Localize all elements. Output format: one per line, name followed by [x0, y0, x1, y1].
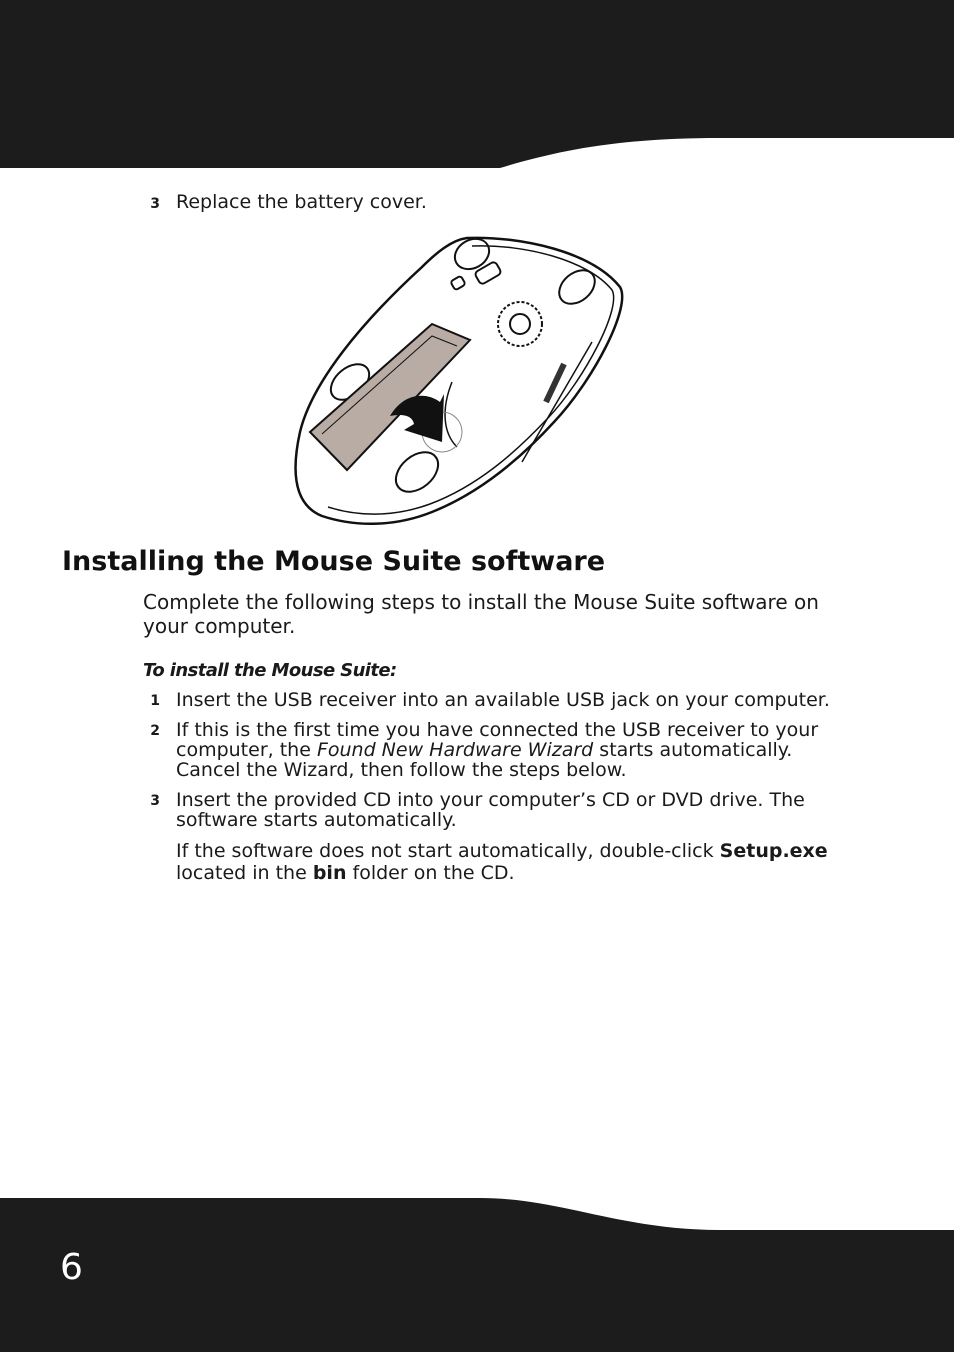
header-band — [0, 0, 954, 170]
section-title: Installing the Mouse Suite software — [62, 546, 606, 577]
step-number: 1 — [150, 693, 160, 709]
step-text: Insert the provided CD into your computer’s CD or DVD drive. The software starts automatically. — [176, 789, 805, 831]
step-number: 3 — [150, 793, 160, 809]
section-intro: Complete the following steps to install the Mouse Suite software on your computer. — [143, 590, 819, 638]
page-number: 6 — [60, 1247, 83, 1288]
step-number: 2 — [150, 723, 160, 739]
mouse-battery-cover-illustration — [292, 232, 628, 528]
step-text: Insert the USB receiver into an available USB jack on your computer. — [176, 689, 830, 711]
wizard-name: Found New Hardware Wizard — [316, 739, 594, 761]
footer-band — [0, 1196, 954, 1352]
procedure-title: To install the Mouse Suite: — [143, 660, 397, 681]
step-number: 3 — [150, 196, 160, 212]
file-name: Setup.exe — [719, 840, 828, 862]
folder-name: bin — [312, 862, 347, 884]
step-text: Replace the battery cover. — [176, 191, 427, 213]
step-text: If this is the first time you have connected the USB receiver to your computer, the Found New Hardware Wizard starts automatically. Cancel the Wizard, then follow the steps below. — [176, 719, 819, 781]
step-note: If the software does not start automatically, double-click Setup.exe located in the bin folder on the CD. — [176, 840, 828, 884]
